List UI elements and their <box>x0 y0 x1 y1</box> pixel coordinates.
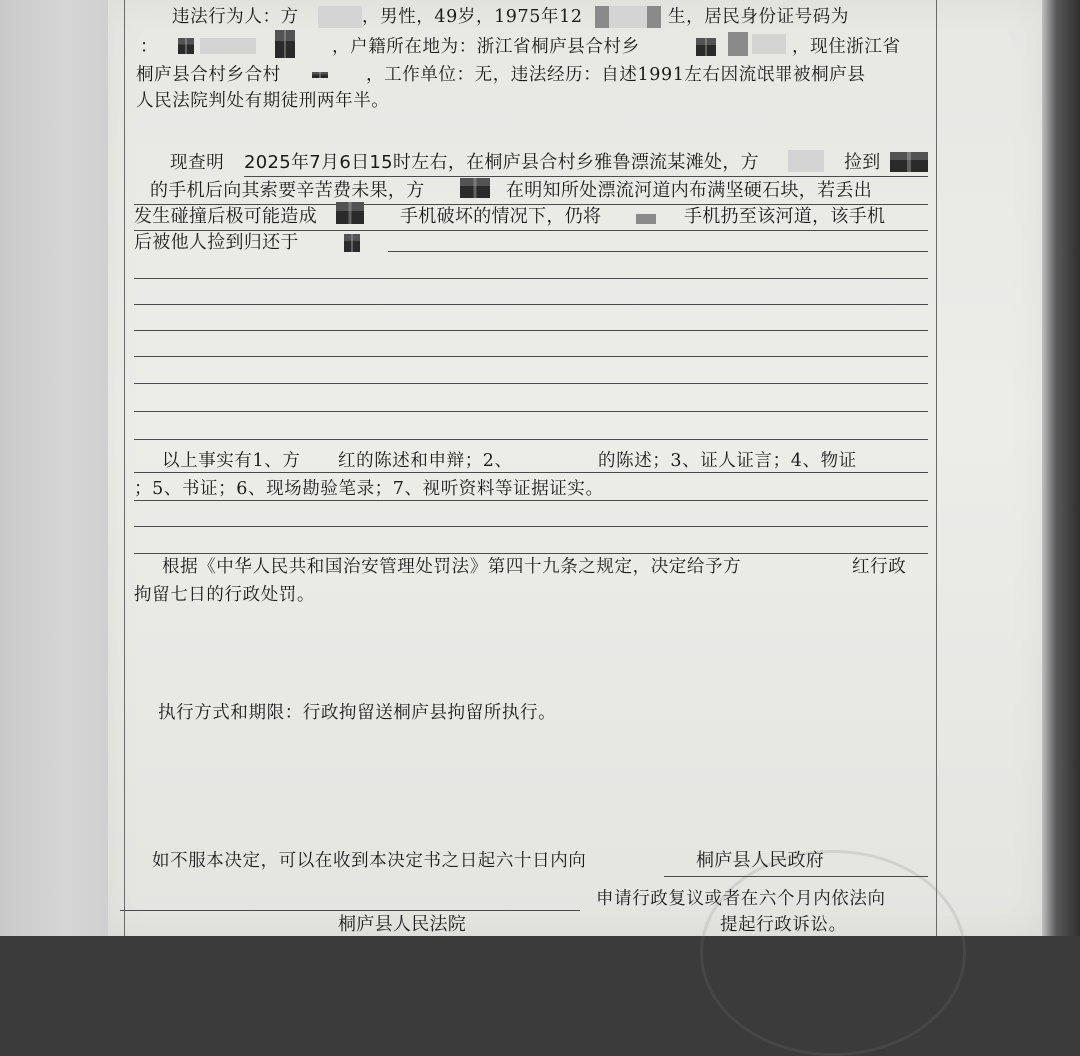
findings-label: 现查明 <box>170 153 225 173</box>
current-residence: 桐庐县合村乡合村 <box>136 65 281 85</box>
official-seal-faint <box>700 850 966 1056</box>
fill-line <box>134 230 928 231</box>
findings-text: 手机扔至该河道，该手机 <box>684 206 886 227</box>
appeal-court: 桐庐县人民法院 <box>338 914 467 935</box>
redaction <box>344 234 360 252</box>
fill-line <box>134 330 928 331</box>
redaction <box>318 6 362 28</box>
redaction <box>609 6 647 28</box>
redaction <box>636 214 656 224</box>
redaction <box>336 202 364 224</box>
fill-line <box>244 176 928 177</box>
background-left <box>0 0 110 936</box>
appeal-text: 申请行政复议或者在六个月内依法向 <box>596 889 886 909</box>
fill-line <box>134 411 928 412</box>
id-colon: ： <box>140 37 159 57</box>
fill-line <box>134 439 928 440</box>
work-and-history: ，工作单位：无，违法经历：自述1991左右因流氓罪被桐庐县 <box>366 65 866 85</box>
execution-method: 执行方式和期限：行政拘留送桐庐县拘留所执行。 <box>158 703 557 723</box>
redaction <box>647 6 661 28</box>
redaction <box>595 6 609 28</box>
evidence-text: ；5、书证；6、现场勘验笔录；7、视听资料等证据证实。 <box>134 479 604 499</box>
findings-text: 2025年7月6日15时左右，在桐庐县合村乡雅鲁漂流某滩处，方 <box>244 152 759 173</box>
form-border-left <box>124 0 125 936</box>
findings-text: 在明知所处漂流河道内布满坚硬石块，若丢出 <box>506 180 872 201</box>
evidence-text: 以上事实有1、方 <box>162 451 301 471</box>
fill-line <box>120 910 580 911</box>
fill-line <box>134 278 928 279</box>
appeal-text: 如不服本决定，可以在收到本决定书之日起六十日内向 <box>152 851 587 871</box>
fill-line <box>134 356 928 357</box>
evidence-text: 红的陈述和申辩；2、 <box>338 451 513 471</box>
background-right <box>1040 0 1080 936</box>
findings-text: 发生碰撞后极可能造成 <box>134 206 317 227</box>
redaction <box>178 38 194 54</box>
appeal-text: 提起行政诉讼。 <box>720 915 847 935</box>
redaction <box>275 30 295 58</box>
current-residence-label: ，现住浙江省 <box>792 37 901 57</box>
redaction <box>890 152 928 172</box>
decision-penalty: 拘留七日的行政处罚。 <box>134 585 315 605</box>
fill-line <box>134 553 928 554</box>
redaction <box>788 150 824 172</box>
redaction <box>200 38 256 54</box>
fill-line <box>388 251 928 252</box>
form-border-right <box>936 0 937 936</box>
findings-text: 后被他人捡到归还于 <box>134 232 299 253</box>
id-number-label: 生，居民身份证号码为 <box>668 7 849 27</box>
redaction <box>696 38 716 56</box>
evidence-text: 的陈述；3、证人证言；4、物证 <box>598 451 857 471</box>
findings-text: 手机破坏的情况下，仍将 <box>400 206 602 227</box>
household-registration: ，户籍所在地为：浙江省桐庐县合村乡 <box>332 37 640 57</box>
redaction <box>460 178 490 198</box>
redaction <box>752 34 786 54</box>
offender-label: 违法行为人：方 <box>172 7 299 27</box>
decision-text: 红行政 <box>852 557 907 577</box>
decision-text: 根据《中华人民共和国治安管理处罚法》第四十九条之规定，决定给予方 <box>162 557 742 577</box>
appeal-government: 桐庐县人民政府 <box>696 850 825 871</box>
fill-line <box>134 204 928 205</box>
fill-line <box>134 383 928 384</box>
fill-line <box>134 526 928 527</box>
offender-gender-age: ，男性，49岁，1975年12 <box>362 7 583 27</box>
findings-text-picked: 捡到 <box>844 152 881 173</box>
redaction <box>728 32 748 56</box>
fill-line <box>134 500 928 501</box>
findings-text: 的手机后向其索要辛苦费未果，方 <box>150 180 425 201</box>
fill-line <box>134 472 928 473</box>
fill-line <box>664 876 928 877</box>
redaction <box>312 72 328 78</box>
prior-sentence: 人民法院判处有期徒刑两年半。 <box>136 91 390 111</box>
fill-line <box>134 304 928 305</box>
